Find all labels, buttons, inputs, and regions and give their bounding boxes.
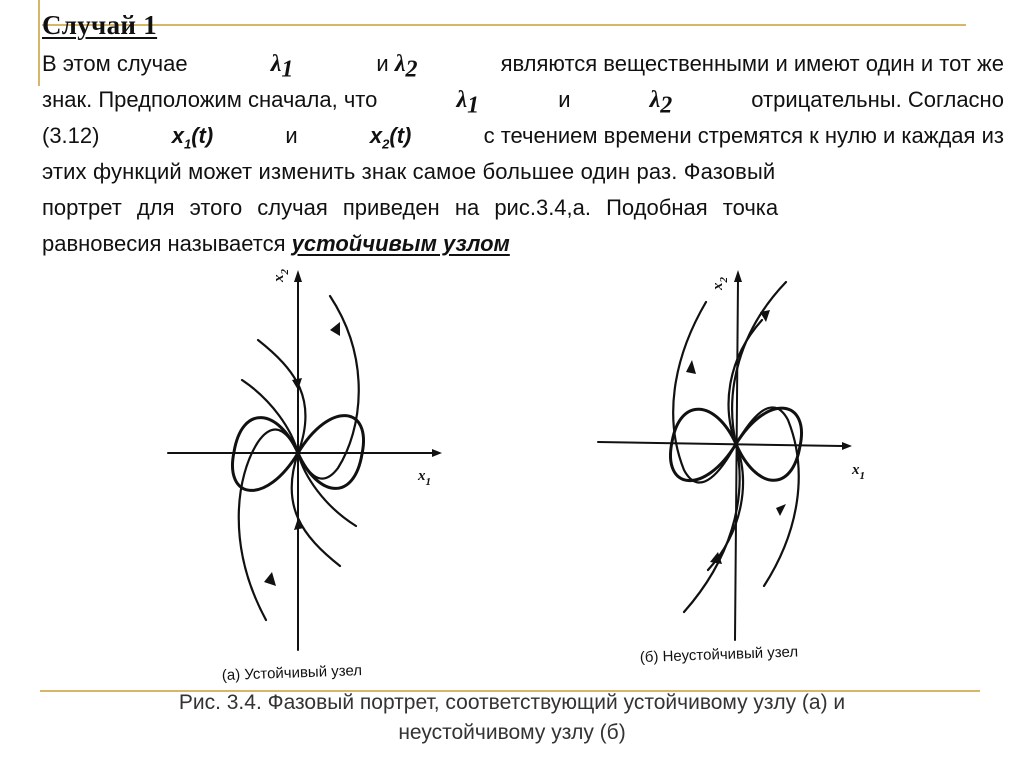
trajectory-upper-right (298, 296, 359, 479)
trajectory-upper-right-1 (732, 282, 786, 444)
figure-caption (0, 688, 1024, 748)
text-span: В этом случае (42, 51, 188, 76)
trajectory-lower-left (239, 430, 298, 620)
text-span: портрет для этого случая приведен на рис.3.4,а. Подобная точка (42, 195, 779, 220)
flow-arrow-icon (294, 518, 304, 530)
flow-arrow-icon (686, 360, 696, 374)
var-arg: (t) (389, 123, 412, 148)
var-subscript: 1 (183, 136, 192, 152)
lambda-subscript: 1 (467, 92, 480, 119)
text-span: равновесия называется (42, 231, 286, 256)
text-span: знак. Предположим сначала, что (42, 87, 378, 112)
text-span: отрицательны. Согласно (751, 87, 1004, 112)
trajectory-lower-right (736, 407, 799, 586)
x1-axis-arrow-icon (432, 449, 442, 457)
x1-axis (598, 442, 842, 446)
var-arg: (t) (191, 123, 214, 148)
lambda-symbol: λ (394, 51, 406, 77)
right-x2-label: $x_2$ (710, 277, 730, 290)
x1-axis-arrow-icon (842, 442, 852, 450)
x2-axis-arrow-icon (294, 270, 302, 282)
slide-title: Случай 1 (42, 10, 158, 40)
text-span: (3.12) (42, 123, 100, 148)
figure-caption-line-2: неустойчивому узлу (б) (398, 721, 626, 744)
key-term: устойчивым узлом (291, 231, 510, 256)
trajectory-upper-left-2 (242, 380, 298, 453)
flow-arrow-icon (330, 322, 340, 336)
text-span: и (558, 87, 571, 112)
lambda-subscript: 2 (660, 92, 673, 119)
right-phase-portrait (598, 270, 852, 640)
lambda-symbol: λ (649, 87, 661, 113)
right-figure-caption: (б) Неустойчивый узел (639, 643, 799, 666)
flow-arrow-icon (776, 504, 786, 516)
text-span: и (376, 51, 389, 76)
trajectory-lower-right-2 (298, 453, 356, 526)
right-x1-label: $x_1$ (852, 462, 865, 482)
text-span: являются вещественными и имеют один и тот же (500, 51, 1004, 76)
left-figure-caption: (а) Устойчивый узел (221, 662, 363, 684)
left-phase-portrait (168, 270, 442, 650)
trajectory-lower-left-1 (684, 444, 740, 612)
x2-axis-arrow-icon (734, 270, 742, 282)
flow-arrow-icon (264, 572, 276, 586)
left-x1-label: $x_1$ (418, 468, 431, 488)
lambda-subscript: 1 (281, 56, 294, 83)
var-subscript: 2 (382, 136, 390, 152)
text-span: с течением времени стремятся к нулю и каждая из (483, 123, 1004, 148)
lambda-subscript: 2 (405, 56, 418, 83)
lambda-symbol: λ (456, 87, 468, 113)
lambda-symbol: λ (270, 51, 282, 77)
text-span: и (285, 123, 298, 148)
var-symbol: x (171, 123, 184, 148)
figure-caption-line-1: Рис. 3.4. Фазовый портрет, соответствующий устойчивому узлу (а) и (178, 691, 846, 714)
left-x2-label: $x_2$ (271, 269, 291, 282)
text-span: этих функций может изменить знак самое большее один раз. Фазовый (42, 159, 776, 184)
var-symbol: x (369, 123, 383, 148)
